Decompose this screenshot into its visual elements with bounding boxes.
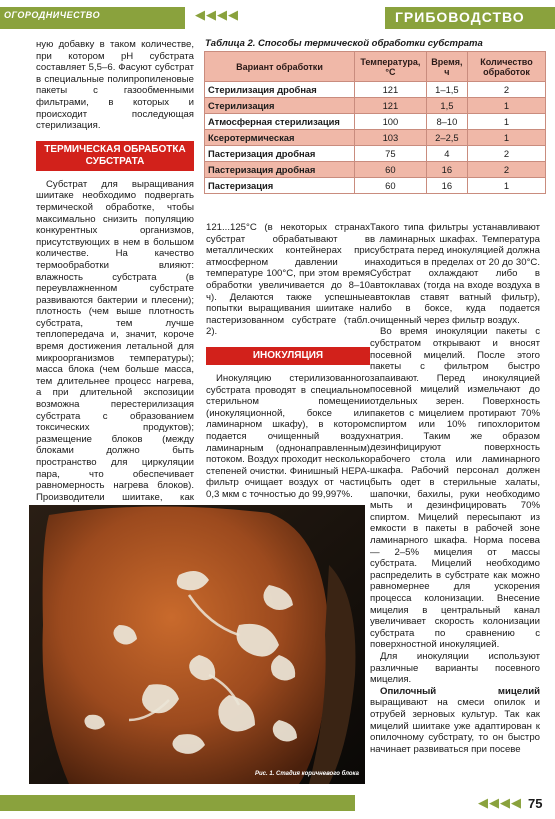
cell-count: 1 (468, 130, 546, 146)
cell-time: 1–1,5 (426, 82, 467, 98)
cell-temperature: 75 (355, 146, 427, 162)
cell-temperature: 121 (355, 82, 427, 98)
section-title: ГРИБОВОДСТВО (395, 9, 525, 25)
term-sawdust-mycelium: Опилочный мицелий (380, 685, 540, 697)
cell-method: Стерилизация дробная (205, 82, 355, 98)
treatment-methods-table (204, 51, 546, 194)
photo-caption: Рис. 1. Стадия коричневого блока (255, 771, 360, 777)
section-heading-thermal: ТЕРМИЧЕСКАЯ ОБРАБОТКА СУБСТРАТА (36, 141, 194, 171)
paragraph: Субстрат для выращивания шиитаке необходимо подвергать термической обработке, чтобы максимально снизить популяцию конкурентных организмов, присутствующих в нем в большом количестве. На качество термообработки влияют: влажность субстрата (в переувлажненном субстрате развиваются бактерии и плесени); плотность (чем выше плотность субстрата, тем лучше теплопередача и, значит, короче время достижения летальной для микроорганизмов температуры); масса блока (чем больше масса, тем длительнее процесс нагрева, а при длительной экспозиции возможна перестерилизация субстрата с образованием токсических продуктов); размещение блоков (между блоками должно быть пространство для циркуляции пара, что обеспечивает равномерность нагрева блоков). Производители шиитаке, как (36, 178, 194, 503)
page-number: 75 (528, 796, 543, 811)
cell-method: Пастеризация дробная (205, 146, 355, 162)
paragraph: 121...125°С (в некоторых странах субстрат обрабатывают в металлических контейнерах при атмосферном давлении и температуре 100°С, при этом время обработки увеличивается до 8–10 ч). Делаются также успешные попытки выращивания шиитаке на пастеризованном субстрате (табл. 2). (206, 222, 370, 338)
section-heading-inoculation: ИНОКУЛЯЦИЯ (206, 347, 370, 365)
table-row (205, 178, 546, 194)
mushroom-block-illustration (29, 505, 365, 784)
footer-band (0, 795, 355, 811)
header-arrows-icon: ◀◀◀◀ (195, 8, 239, 23)
cell-count: 1 (468, 98, 546, 114)
paragraph-text: выращивают на смеси опилок и отрубей зерновых культур. Так как мицелий шиитаке уже адаптирован к опилочному субстрату, то он быстро начинает развиваться при посеве (370, 697, 540, 755)
table-caption: Таблица 2. Способы термической обработки субстрата (205, 38, 483, 49)
footer-arrows-icon: ◀◀◀◀ (478, 796, 522, 811)
cell-temperature: 103 (355, 130, 427, 146)
column-header-temperature: Температура, °С (355, 52, 427, 82)
cell-temperature: 60 (355, 162, 427, 178)
cell-method: Ксеротермическая (205, 130, 355, 146)
cell-method: Атмосферная стерилизация (205, 114, 355, 130)
paragraph: ную добавку в таком количестве, при котором рН субстрата составляет 5,5–6. Фасуют субстрат в специальные полипропиленовые пакеты с газообменными фильтрами, в которых и происходит последующая стерилизация. (36, 39, 194, 132)
table-header-row (205, 52, 546, 82)
cell-time: 16 (426, 162, 467, 178)
header-logo-band (0, 7, 185, 29)
column-2 (206, 222, 370, 500)
cell-count: 2 (468, 162, 546, 178)
paragraph: Инокуляцию стерилизованного субстрата проводят в специальном стерильном помещении (инокуляционной, боксе или ламинарном шкафу), в котором подается очищенный воздух ламинарным (однонаправленным) потоком. Воздух проходит несколько степеней очистки. Финишный НЕРА-фильтр очищает воздух от частиц 0,3 мкм с точностью до 99,997%. (206, 372, 370, 500)
cell-count: 2 (468, 146, 546, 162)
table-row (205, 114, 546, 130)
cell-count: 1 (468, 178, 546, 194)
cell-time: 1,5 (426, 98, 467, 114)
cell-time: 2–2,5 (426, 130, 467, 146)
cell-method: Пастеризация дробная (205, 162, 355, 178)
paragraph: Для инокуляции используют различные варианты посевного мицелия. (370, 650, 540, 686)
paragraph (370, 686, 540, 756)
column-header-time: Время, ч (426, 52, 467, 82)
cell-temperature: 100 (355, 114, 427, 130)
table-row (205, 146, 546, 162)
column-3 (370, 222, 540, 755)
column-1 (36, 39, 194, 550)
paragraph: Такого типа фильтры устанавливают в ламинарных шкафах. Температура субстрата перед инокуляцией должна находиться в пределах от 20 до 30°С. Субстрат охлаждают либо в автоклавах (тогда на входе воздуха в автоклав ставят ватный фильтр), либо в боксе, куда подается очищенный через фильтр воздух. (370, 222, 540, 326)
header-section-band (385, 7, 555, 29)
cell-method: Стерилизация (205, 98, 355, 114)
cell-method: Пастеризация (205, 178, 355, 194)
table-row (205, 130, 546, 146)
column-header-count: Количество обработок (468, 52, 546, 82)
cell-time: 4 (426, 146, 467, 162)
mushroom-block-photo (29, 505, 365, 784)
table-row (205, 82, 546, 98)
cell-time: 8–10 (426, 114, 467, 130)
table-row (205, 98, 546, 114)
magazine-logo: ОГОРОДНИЧЕСТВО (4, 10, 101, 20)
column-header-method: Вариант обработки (205, 52, 355, 82)
cell-temperature: 60 (355, 178, 427, 194)
cell-temperature: 121 (355, 98, 427, 114)
table-row (205, 162, 546, 178)
paragraph: Во время инокуляции пакеты с субстратом открывают и вносят посевной мицелий. После этого пакеты с фильтром быстро запаивают. Перед инокуляцией посевной мицелий измельчают до отдельных зерен. Поверхность пакетов с мицелием протирают 70% спиртом или 10% гипохлоритом натрия. Таким же образом дезинфицируют поверхность рабочего стола или ламинарного шкафа. Рабочий персонал должен быть одет в стерильные халаты, шапочки, бахилы, руки необходимо мыть и дезинфицировать 70% спиртом. Мицелий пересыпают из емкости в пакеты в рабочей зоне ламинарного шкафа. Норма посева — 2–5% мицелия от массы субстрата. Мицелий необходимо распределить в субстрате как можно равномернее для ускорения процесса колонизации. Внесение мицелия в центральный канал увеличивает скорость колонизации субстрата по сравнению с поверхностной инокуляцией. (370, 326, 540, 651)
cell-time: 16 (426, 178, 467, 194)
page-header (0, 0, 555, 34)
cell-count: 1 (468, 114, 546, 130)
cell-count: 2 (468, 82, 546, 98)
